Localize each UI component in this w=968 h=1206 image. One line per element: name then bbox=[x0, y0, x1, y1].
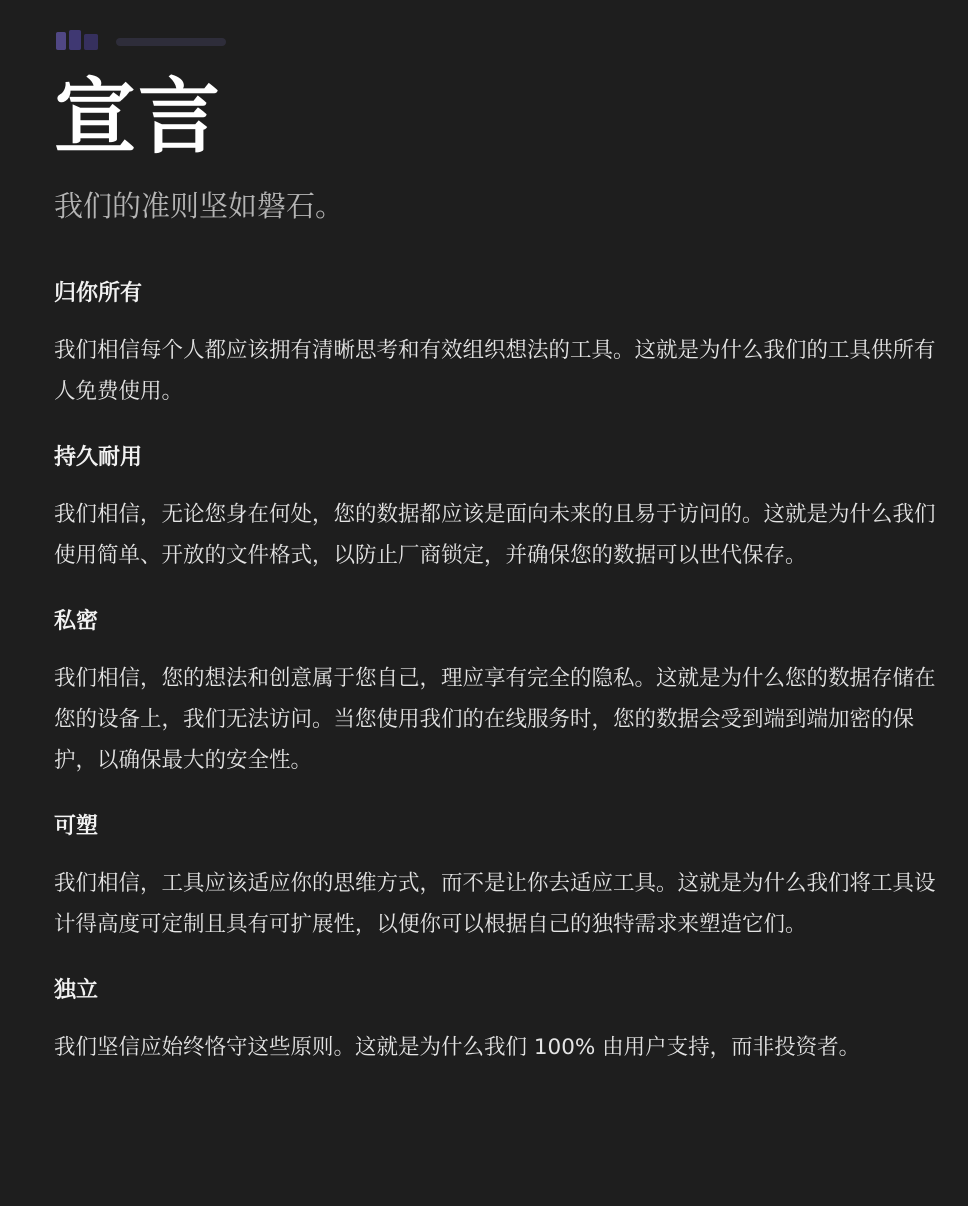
principle-body: 我们相信，工具应该适应你的思维方式，而不是让你去适应工具。这就是为什么我们将工具设计得高度可定制且具有可扩展性，以便你可以根据自己的独特需求来塑造它们。 bbox=[54, 871, 936, 937]
principle-section-independent bbox=[54, 975, 954, 1068]
app-logo-icon bbox=[56, 28, 226, 54]
principle-body: 我们相信，无论您身在何处，您的数据都应该是面向未来的且易于访问的。这就是为什么我们使用简单、开放的文件格式，以防止厂商锁定，并确保您的数据可以世代保存。 bbox=[54, 502, 936, 568]
principle-section-ownership bbox=[54, 278, 954, 412]
principle-title: 持久耐用 bbox=[54, 445, 143, 470]
manifesto-page bbox=[54, 72, 954, 1098]
principle-title: 独立 bbox=[54, 978, 99, 1003]
principle-section-malleable bbox=[54, 811, 954, 945]
page-title: 宣言 bbox=[54, 70, 223, 165]
principle-section-private bbox=[54, 606, 954, 781]
principles-list bbox=[54, 278, 954, 1068]
principle-body: 我们相信，您的想法和创意属于您自己，理应享有完全的隐私。这就是为什么您的数据存储在您的设备上，我们无法访问。当您使用我们的在线服务时，您的数据会受到端到端加密的保护，以确保最大的安全性。 bbox=[54, 666, 936, 773]
page-subtitle: 我们的准则坚如磐石。 bbox=[54, 189, 345, 223]
principle-body: 我们相信每个人都应该拥有清晰思考和有效组织想法的工具。这就是为什么我们的工具供所有人免费使用。 bbox=[54, 338, 936, 404]
app-logo bbox=[56, 26, 226, 56]
principle-section-durable bbox=[54, 442, 954, 576]
principle-title: 可塑 bbox=[54, 814, 99, 839]
principle-title: 归你所有 bbox=[54, 281, 143, 306]
principle-title: 私密 bbox=[54, 609, 99, 634]
principle-body: 我们坚信应始终恪守这些原则。这就是为什么我们 100% 由用户支持，而非投资者。 bbox=[54, 1035, 861, 1060]
